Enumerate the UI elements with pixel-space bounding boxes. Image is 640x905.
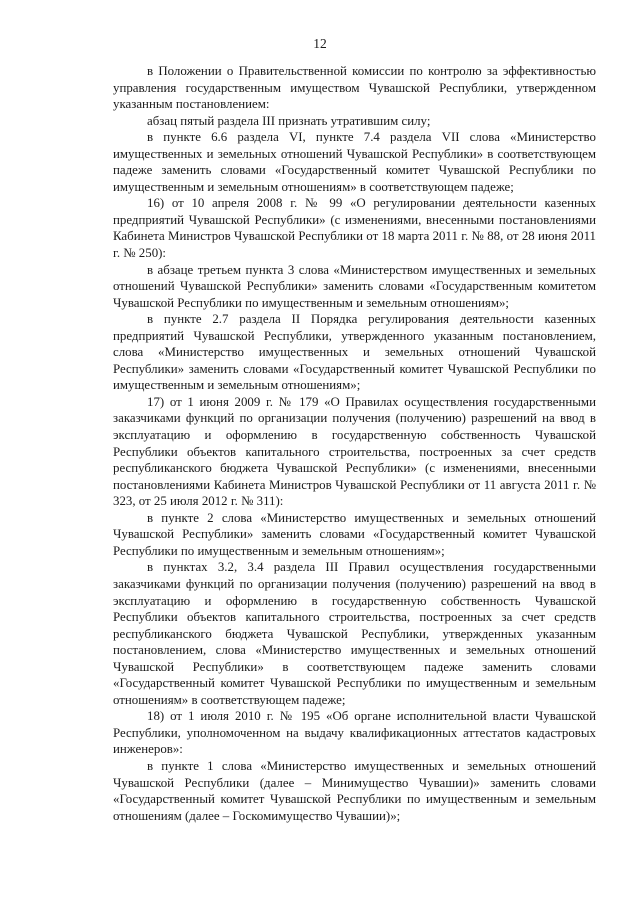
paragraph: 18) от 1 июля 2010 г. № 195 «Об органе исполнительной власти Чувашской Республики, уполномоченном на выдачу квалификационных аттестатов кадастровых инженеров»:: [113, 709, 596, 757]
paragraph: в пункте 1 слова «Министерство имущественных и земельных отношений Чувашской Республики (далее – Минимущество Чувашии)» заменить словами «Государственный комитет Чувашской Республики по имущественным и земельным отношениям (далее – Госкомимущество Чувашии)»;: [113, 758, 596, 823]
paragraph: 17) от 1 июня 2009 г. № 179 «О Правилах осуществления государственными заказчиками функций по организации получения (получению) разрешений на ввод в эксплуатацию и оформлению в государственную собственность Чувашской Республики объектов капитального строительства, построенных за счет средств республиканского бюджета Чувашской Республики» (с изменениями, внесенными постановлениями Кабинета Министров Чувашской Республики от 11 августа 2011 г. № 323, от 25 июля 2012 г. № 311):: [113, 394, 596, 509]
page-number: 12: [313, 36, 327, 51]
paragraph: в пункте 6.6 раздела VI, пункте 7.4 раздела VII слова «Министерство имущественных и земельных отношений Чувашской Республики» в соответствующем падеже заменить словами «Государственный комитет Чувашской Республики по имущественным и земельным отношениям» в соответствующем падеже;: [113, 130, 596, 194]
paragraph: в пункте 2 слова «Министерство имущественных и земельных отношений Чувашской Республики» заменить словами «Государственный комитет Чувашской Республики по имущественным и земельным отношениям»;: [113, 510, 596, 558]
paragraph: 16) от 10 апреля 2008 г. № 99 «О регулировании деятельности казенных предприятий Чувашской Республики» (с изменениями, внесенными постановлениями Кабинета Министров Чувашской Республики от 18 марта 2011 г. № 88, от 28 июня 2011 г. № 250):: [113, 196, 596, 261]
paragraph: в Положении о Правительственной комиссии по контролю за эффективностью управления государственным имуществом Чувашской Республики, утвержденном указанным постановлением:: [113, 64, 596, 112]
paragraph: в пункте 2.7 раздела II Порядка регулирования деятельности казенных предприятий Чувашской Республики, утвержденного указанным постановлением, слова «Министерство имущественных и земельных отношений Чувашской Республики» заменить словами «Государственный комитет Чувашской Республики по имущественным и земельным отношениям»;: [113, 312, 596, 393]
paragraph: абзац пятый раздела III признать утратившим силу;: [147, 113, 431, 128]
document-body: [113, 63, 596, 824]
paragraph: в абзаце третьем пункта 3 слова «Министерством имущественных и земельных отношений Чувашской Республики» заменить словами «Государственным комитетом Чувашской Республики по имущественным и земельным отношениям»;: [113, 262, 596, 310]
paragraph: в пунктах 3.2, 3.4 раздела III Правил осуществления государственными заказчиками функций по организации получения (получению) разрешений на ввод в эксплуатацию и оформлению в государственную собственность Чувашской Республики объектов капитального строительства, построенных за счет средств республиканского бюджета Чувашской Республики, утвержденных указанным постановлением, слова «Министерство имущественных и земельных отношений Чувашской Республики» в соответствующем падеже заменить словами «Государственный комитет Чувашской Республики по имущественным и земельным отношениям» в соответствующем падеже;: [113, 560, 596, 707]
